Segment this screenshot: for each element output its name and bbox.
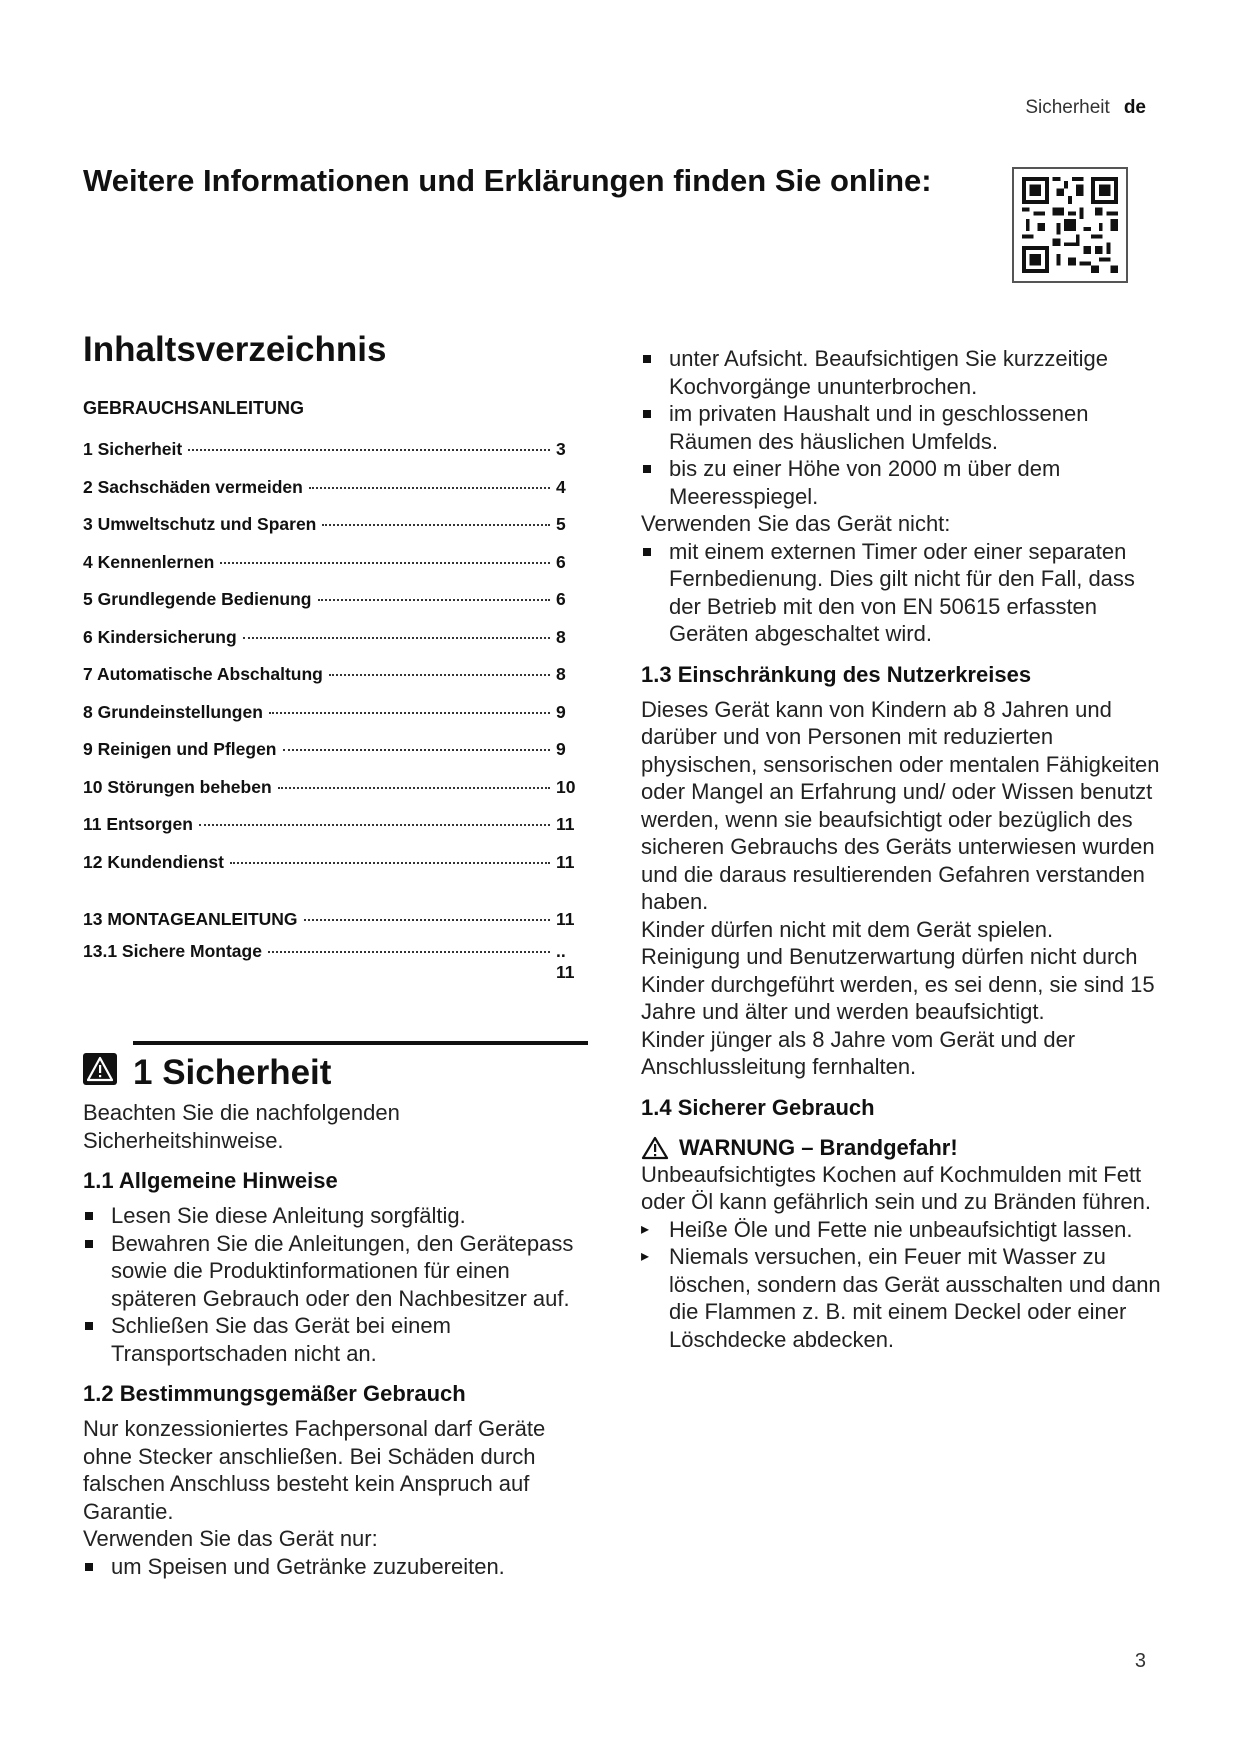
toc-entry[interactable] xyxy=(83,852,588,890)
toc-entry[interactable] xyxy=(83,439,588,477)
toc-entry-label: 11 Entsorgen xyxy=(83,814,193,834)
right-column xyxy=(641,345,1161,1353)
toc-entry-page: 9 xyxy=(556,739,566,759)
toc-entry[interactable] xyxy=(83,664,588,702)
subsection-title-1-1: 1.1 Allgemeine Hinweise xyxy=(83,1168,338,1193)
toc-entry-label: 1 Sicherheit xyxy=(83,439,183,459)
list-item: ▸ Niemals versuchen, ein Feuer mit Wasser zu löschen, sondern das Gerät ausschalten und dann die Flammen z. B. mit einem Deckel oder einer Löschdecke abdecken. xyxy=(641,1243,1161,1353)
toc-entry-label: 10 Störungen beheben xyxy=(83,776,272,797)
toc-list xyxy=(83,439,588,982)
list-item: Lesen Sie diese Anleitung sorgfältig. xyxy=(83,1202,588,1230)
toc-entry-page: 4 xyxy=(556,476,566,497)
list-item: unter Aufsicht. Beaufsichtigen Sie kurzzeitige Kochvorgänge ununterbrochen. xyxy=(641,345,1161,400)
fire-warning xyxy=(641,1135,1161,1161)
toc-entry-page: 6 xyxy=(556,551,566,572)
toc-entry-page: 6 xyxy=(556,589,566,609)
toc-entry[interactable] xyxy=(83,589,588,627)
toc-entry[interactable] xyxy=(83,477,588,515)
toc-entry[interactable] xyxy=(83,777,588,815)
toc-entry-page: 11 xyxy=(556,851,575,872)
running-header xyxy=(1025,97,1146,119)
toc-entry[interactable] xyxy=(83,552,588,590)
toc-entry-label: 13.1 Sichere Montage xyxy=(83,941,262,961)
fire-instructions-list xyxy=(641,1216,1161,1354)
warning-icon xyxy=(83,1053,117,1085)
subsection-title-1-3: 1.3 Einschränkung des Nutzerkreises xyxy=(641,661,1032,687)
toc-entry-label: 9 Reinigen und Pflegen xyxy=(83,739,277,759)
header-language: de xyxy=(1123,97,1146,118)
list-item: Bewahren Sie die Anleitungen, den Gerätepass sowie die Produktinformationen für einen späteren Gebrauch oder den Nachbesitzer auf. xyxy=(83,1230,588,1313)
section-title: 1 Sicherheit xyxy=(133,1053,332,1092)
online-info-heading: Weitere Informationen und Erklärungen finden Sie online: xyxy=(83,163,932,198)
toc-entry-page: 9 xyxy=(556,701,566,722)
toc-entry-page: 10 xyxy=(556,776,576,797)
toc-entry-label: 8 Grundeinstellungen xyxy=(83,701,263,722)
toc-entry-page: 3 xyxy=(556,439,566,459)
list-item: Schließen Sie das Gerät bei einem Transportschaden nicht an. xyxy=(83,1312,588,1367)
warning-label: WARNUNG – Brandgefahr! xyxy=(679,1134,958,1160)
paragraph: Verwenden Sie das Gerät nicht: xyxy=(641,511,951,536)
section-intro: Beachten Sie die nachfolgenden Sicherheitshinweise. xyxy=(83,1100,400,1153)
toc-entry[interactable] xyxy=(83,941,588,982)
toc-entry[interactable] xyxy=(83,909,588,941)
toc-entry-page: 8 xyxy=(556,664,566,684)
toc-entry[interactable] xyxy=(83,702,588,740)
toc-entry-label: 2 Sachschäden vermeiden xyxy=(83,476,303,497)
paragraph: Unbeaufsichtigtes Kochen auf Kochmulden mit Fett oder Öl kann gefährlich sein und zu Bränden führen. xyxy=(641,1161,1151,1214)
toc-entry-label: 3 Umweltschutz und Sparen xyxy=(83,514,317,534)
paragraph: Kinder dürfen nicht mit dem Gerät spielen. xyxy=(641,916,1054,942)
toc-subtitle: GEBRAUCHSANLEITUNG xyxy=(83,398,305,418)
general-notes-list xyxy=(83,1202,588,1367)
warning-triangle-icon xyxy=(641,1136,669,1160)
toc-entry-label: 13 MONTAGEANLEITUNG xyxy=(83,909,298,929)
list-item: mit einem externen Timer oder einer separaten Fernbedienung. Dies gilt nicht für den Fall, dass der Betrieb mit den von EN 50615 erfassten Geräten abgeschaltet wird. xyxy=(641,538,1161,648)
list-item: ▸ Heiße Öle und Fette nie unbeaufsichtigt lassen. xyxy=(641,1216,1161,1244)
subsection-title-1-4: 1.4 Sicherer Gebrauch xyxy=(641,1094,875,1120)
section-heading xyxy=(133,1041,588,1099)
toc-entry[interactable] xyxy=(83,627,588,665)
toc-entry[interactable] xyxy=(83,814,588,852)
left-column xyxy=(83,330,588,1580)
toc-entry-label: 12 Kundendienst xyxy=(83,851,224,872)
list-item: im privaten Haushalt und in geschlossenen Räumen des häuslichen Umfelds. xyxy=(641,400,1161,455)
list-item: um Speisen und Getränke zuzubereiten. xyxy=(83,1553,588,1581)
toc-entry-page: 5 xyxy=(556,514,566,534)
toc-entry-page: 11 xyxy=(556,909,575,929)
toc-entry-label: 6 Kindersicherung xyxy=(83,626,237,647)
paragraph: Nur konzessioniertes Fachpersonal darf Geräte ohne Stecker anschließen. Bei Schäden durch falschen Anschluss besteht kein Anspruch auf Garantie. xyxy=(83,1416,546,1524)
subsection-title-1-2: 1.2 Bestimmungsgemäßer Gebrauch xyxy=(83,1381,466,1406)
paragraph: Reinigung und Benutzerwartung dürfen nicht durch Kinder durchgeführt werden, es sei denn, sie sind 15 Jahre und älter und werden beaufsichtigt. xyxy=(641,944,1155,1024)
paragraph: Verwenden Sie das Gerät nur: xyxy=(83,1526,378,1551)
list-item: bis zu einer Höhe von 2000 m über dem Meeresspiegel. xyxy=(641,455,1161,510)
toc-entry-page: 11 xyxy=(556,814,575,834)
toc-entry-label: 7 Automatische Abschaltung xyxy=(83,664,323,684)
toc-entry[interactable] xyxy=(83,739,588,777)
toc-title: Inhaltsverzeichnis xyxy=(83,330,387,369)
header-section: Sicherheit xyxy=(1025,97,1110,118)
page-number: 3 xyxy=(1134,1650,1146,1672)
toc-entry-page: .. 11 xyxy=(556,941,575,982)
use-only-list xyxy=(83,1553,588,1581)
use-only-list-continued xyxy=(641,345,1161,510)
not-use-list xyxy=(641,538,1161,648)
toc-entry[interactable] xyxy=(83,514,588,552)
toc-entry-label: 5 Grundlegende Bedienung xyxy=(83,589,312,609)
qr-code-icon xyxy=(1012,167,1128,283)
toc-entry-label: 4 Kennenlernen xyxy=(83,551,215,572)
paragraph: Kinder jünger als 8 Jahre vom Gerät und der Anschlussleitung fernhalten. xyxy=(641,1026,1076,1079)
paragraph: Dieses Gerät kann von Kindern ab 8 Jahren und darüber und von Personen mit reduzierten physischen, sensorischen oder mentalen Fähigkeiten oder Mangel an Erfahrung und/ oder Wissen benutzt werden, wenn sie beaufsichtigt oder bezüglich des sicheren Gebrauchs des Geräts unterwiesen wurden und die daraus resultierenden Gefahren verstanden haben. xyxy=(641,696,1160,914)
toc-entry-page: 8 xyxy=(556,626,566,647)
